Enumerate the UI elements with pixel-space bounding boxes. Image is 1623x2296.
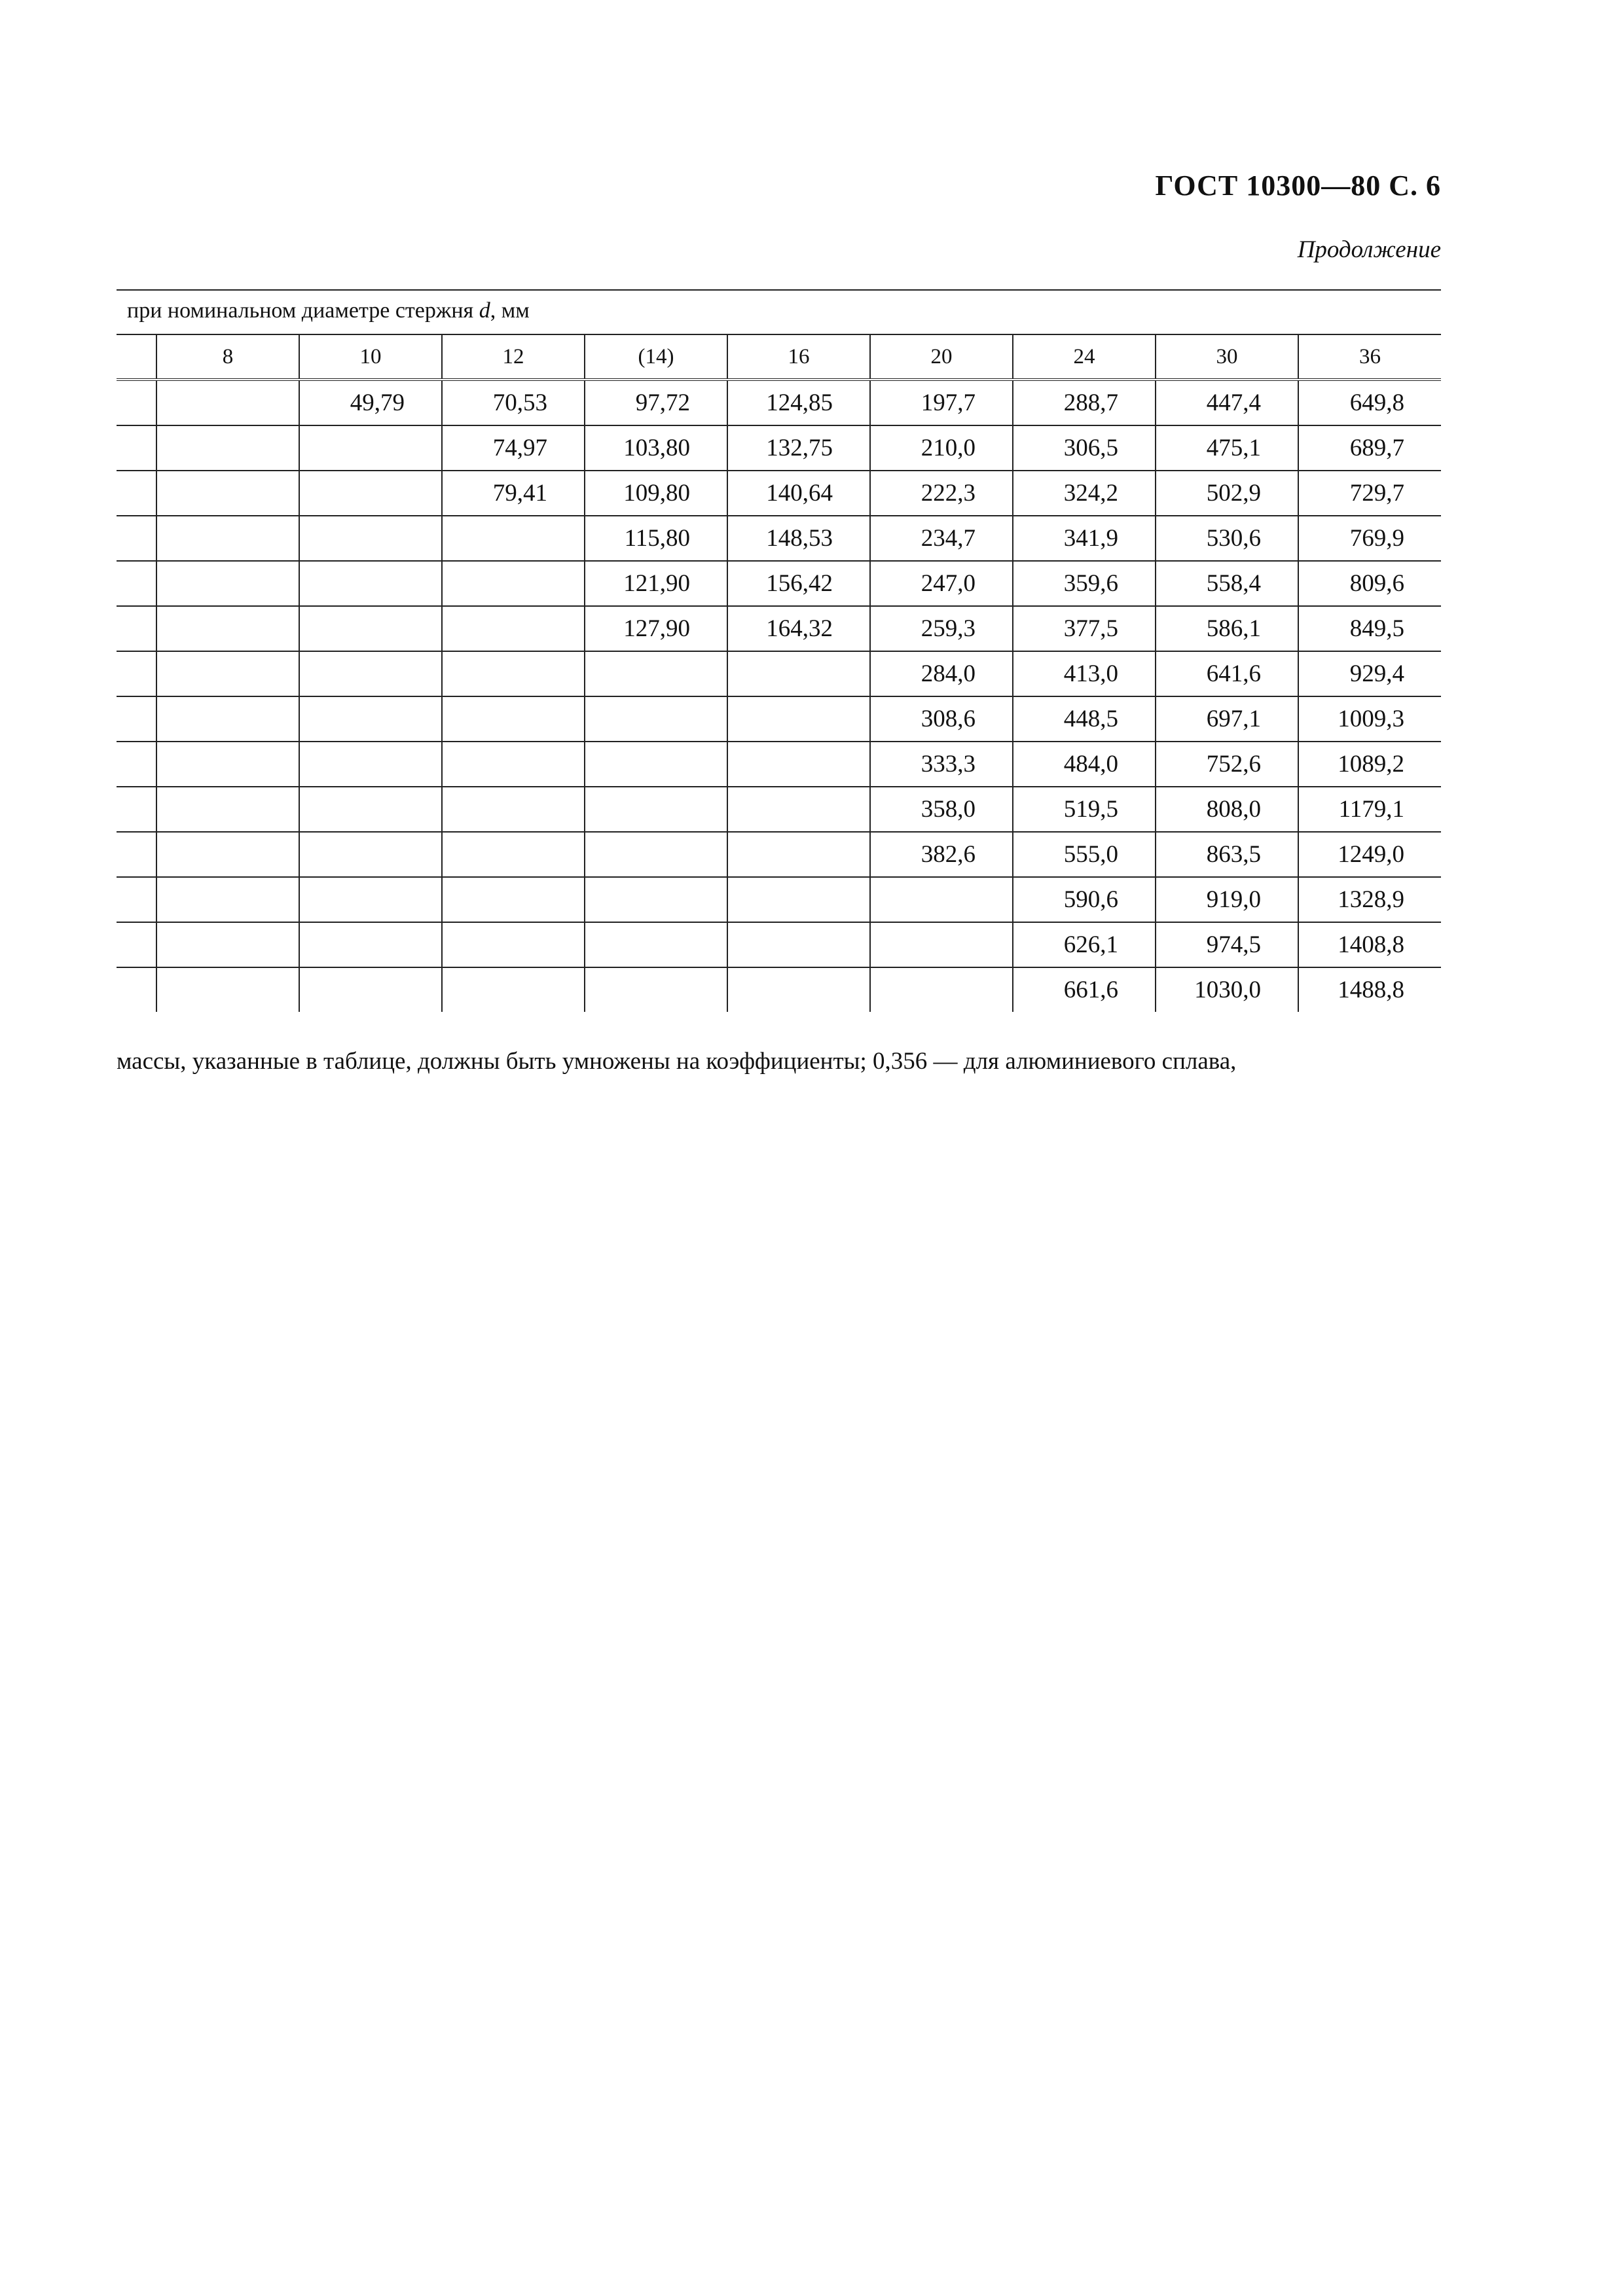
caption-variable: d [479, 298, 490, 323]
table-cell [727, 651, 870, 696]
table-cell [117, 787, 156, 832]
table-cell: 555,0 [1013, 832, 1156, 877]
table-cell: 222,3 [870, 471, 1013, 516]
table-cell: 259,3 [870, 606, 1013, 651]
table-cell: 97,72 [585, 380, 727, 425]
table-cell [442, 651, 585, 696]
table-cell: 79,41 [442, 471, 585, 516]
table-cell: 234,7 [870, 516, 1013, 561]
table-cell: 475,1 [1156, 425, 1298, 471]
table-cell [156, 380, 299, 425]
table-cell [156, 516, 299, 561]
table-cell [299, 877, 442, 922]
table-row [117, 877, 1441, 922]
table-cell: 132,75 [727, 425, 870, 471]
table-cell [299, 425, 442, 471]
table-row [117, 832, 1441, 877]
header-cell-diameter: 12 [442, 335, 585, 380]
table-cell: 661,6 [1013, 967, 1156, 1012]
table-cell [442, 606, 585, 651]
table-cell [870, 967, 1013, 1012]
table-cell: 358,0 [870, 787, 1013, 832]
table-cell [117, 516, 156, 561]
table-cell: 929,4 [1298, 651, 1441, 696]
table-row [117, 696, 1441, 742]
table-cell: 689,7 [1298, 425, 1441, 471]
header-cell-diameter: 10 [299, 335, 442, 380]
table-cell: 284,0 [870, 651, 1013, 696]
table-cell: 590,6 [1013, 877, 1156, 922]
table-row [117, 787, 1441, 832]
table-cell [585, 832, 727, 877]
table-cell [585, 696, 727, 742]
table-cell: 70,53 [442, 380, 585, 425]
table-cell: 210,0 [870, 425, 1013, 471]
table-cell: 109,80 [585, 471, 727, 516]
table-cell: 1179,1 [1298, 787, 1441, 832]
table-cell [156, 967, 299, 1012]
page-header: ГОСТ 10300—80 С. 6 [1155, 170, 1441, 202]
table-cell [156, 425, 299, 471]
table-cell [585, 922, 727, 967]
table-cell: 809,6 [1298, 561, 1441, 606]
table-cell [299, 967, 442, 1012]
table-cell: 484,0 [1013, 742, 1156, 787]
table-cell [299, 742, 442, 787]
table-cell [156, 606, 299, 651]
table-cell: 127,90 [585, 606, 727, 651]
caption-prefix: при номинальном диаметре стержня [127, 298, 479, 323]
table-cell: 448,5 [1013, 696, 1156, 742]
table-cell: 1328,9 [1298, 877, 1441, 922]
table-cell [117, 380, 156, 425]
table-cell [442, 877, 585, 922]
table-cell: 308,6 [870, 696, 1013, 742]
table-cell [727, 832, 870, 877]
table-cell [156, 877, 299, 922]
table-cell [299, 606, 442, 651]
table-cell [117, 561, 156, 606]
table-row [117, 967, 1441, 1012]
table-cell [156, 787, 299, 832]
table-cell [585, 651, 727, 696]
table-cell [727, 787, 870, 832]
table-cell: 382,6 [870, 832, 1013, 877]
footnote-text: массы, указанные в таблице, должны быть умножены на коэффициенты; 0,356 — для алюминиевого сплава, [117, 1048, 1237, 1075]
table-cell: 324,2 [1013, 471, 1156, 516]
table-cell [442, 832, 585, 877]
table-cell: 377,5 [1013, 606, 1156, 651]
table-cell: 140,64 [727, 471, 870, 516]
table-header-row [117, 335, 1441, 380]
table-cell [156, 832, 299, 877]
table-cell [442, 561, 585, 606]
table-row [117, 922, 1441, 967]
header-cell-diameter: 36 [1298, 335, 1441, 380]
table-cell [442, 922, 585, 967]
table-cell [156, 922, 299, 967]
table-cell [870, 922, 1013, 967]
table-cell: 164,32 [727, 606, 870, 651]
table-cell: 413,0 [1013, 651, 1156, 696]
table-cell [117, 742, 156, 787]
table-row [117, 516, 1441, 561]
header-cell-diameter: 16 [727, 335, 870, 380]
table-cell [727, 922, 870, 967]
table-cell [442, 516, 585, 561]
header-cell-diameter: 20 [870, 335, 1013, 380]
table-row [117, 425, 1441, 471]
table-cell [156, 651, 299, 696]
table-cell [727, 967, 870, 1012]
table-cell: 103,80 [585, 425, 727, 471]
table-cell [117, 696, 156, 742]
table-cell: 530,6 [1156, 516, 1298, 561]
table-row [117, 380, 1441, 425]
table-cell [442, 742, 585, 787]
table-cell [585, 967, 727, 1012]
table-cell: 649,8 [1298, 380, 1441, 425]
continuation-label: Продолжение [1297, 236, 1441, 263]
table-cell [870, 877, 1013, 922]
table-cell: 333,3 [870, 742, 1013, 787]
table-cell: 863,5 [1156, 832, 1298, 877]
table-cell: 148,53 [727, 516, 870, 561]
table-row [117, 561, 1441, 606]
table-cell [585, 877, 727, 922]
table-cell: 288,7 [1013, 380, 1156, 425]
table-cell [727, 696, 870, 742]
table-caption [127, 298, 530, 323]
table-cell: 808,0 [1156, 787, 1298, 832]
table-cell: 1030,0 [1156, 967, 1298, 1012]
table-cell [585, 787, 727, 832]
table-cell: 729,7 [1298, 471, 1441, 516]
table-cell: 502,9 [1156, 471, 1298, 516]
table-cell [299, 696, 442, 742]
table-cell [117, 651, 156, 696]
table-cell [727, 877, 870, 922]
table-cell [299, 922, 442, 967]
table-row [117, 606, 1441, 651]
header-cell-blank [117, 335, 156, 380]
table-cell [117, 877, 156, 922]
table-cell: 306,5 [1013, 425, 1156, 471]
table-cell [299, 832, 442, 877]
table-cell [117, 922, 156, 967]
table-cell: 626,1 [1013, 922, 1156, 967]
table-cell [442, 696, 585, 742]
table-cell [117, 606, 156, 651]
table-cell: 697,1 [1156, 696, 1298, 742]
table-cell: 359,6 [1013, 561, 1156, 606]
table-cell: 641,6 [1156, 651, 1298, 696]
table-cell: 1249,0 [1298, 832, 1441, 877]
table-cell: 919,0 [1156, 877, 1298, 922]
table-cell: 115,80 [585, 516, 727, 561]
table-cell [117, 425, 156, 471]
table-cell [299, 787, 442, 832]
caption-suffix: , мм [490, 298, 530, 323]
table-cell: 519,5 [1013, 787, 1156, 832]
table-cell [299, 651, 442, 696]
table-row [117, 742, 1441, 787]
table-cell: 197,7 [870, 380, 1013, 425]
table-cell: 121,90 [585, 561, 727, 606]
table-cell [156, 471, 299, 516]
table-cell: 769,9 [1298, 516, 1441, 561]
table-cell: 1009,3 [1298, 696, 1441, 742]
table-cell: 558,4 [1156, 561, 1298, 606]
table-row [117, 651, 1441, 696]
table-cell [117, 967, 156, 1012]
table-cell [442, 967, 585, 1012]
table-cell: 247,0 [870, 561, 1013, 606]
table-cell: 1408,8 [1298, 922, 1441, 967]
table-cell [299, 561, 442, 606]
table-cell: 74,97 [442, 425, 585, 471]
table-cell: 341,9 [1013, 516, 1156, 561]
mass-table [117, 289, 1441, 1012]
table-caption-row [117, 291, 1441, 335]
table-cell [156, 742, 299, 787]
table-cell: 586,1 [1156, 606, 1298, 651]
table-cell [442, 787, 585, 832]
table-cell [156, 696, 299, 742]
data-table [117, 335, 1441, 1012]
table-cell: 1089,2 [1298, 742, 1441, 787]
table-cell [299, 516, 442, 561]
table-cell: 752,6 [1156, 742, 1298, 787]
table-cell: 974,5 [1156, 922, 1298, 967]
table-cell [299, 471, 442, 516]
table-cell: 1488,8 [1298, 967, 1441, 1012]
table-cell: 849,5 [1298, 606, 1441, 651]
table-cell [117, 471, 156, 516]
header-cell-diameter: (14) [585, 335, 727, 380]
table-cell: 447,4 [1156, 380, 1298, 425]
header-cell-diameter: 30 [1156, 335, 1298, 380]
table-cell: 124,85 [727, 380, 870, 425]
table-cell [117, 832, 156, 877]
table-cell: 156,42 [727, 561, 870, 606]
table-cell: 49,79 [299, 380, 442, 425]
table-cell [727, 742, 870, 787]
table-cell [156, 561, 299, 606]
header-cell-diameter: 8 [156, 335, 299, 380]
table-cell [585, 742, 727, 787]
header-cell-diameter: 24 [1013, 335, 1156, 380]
table-row [117, 471, 1441, 516]
